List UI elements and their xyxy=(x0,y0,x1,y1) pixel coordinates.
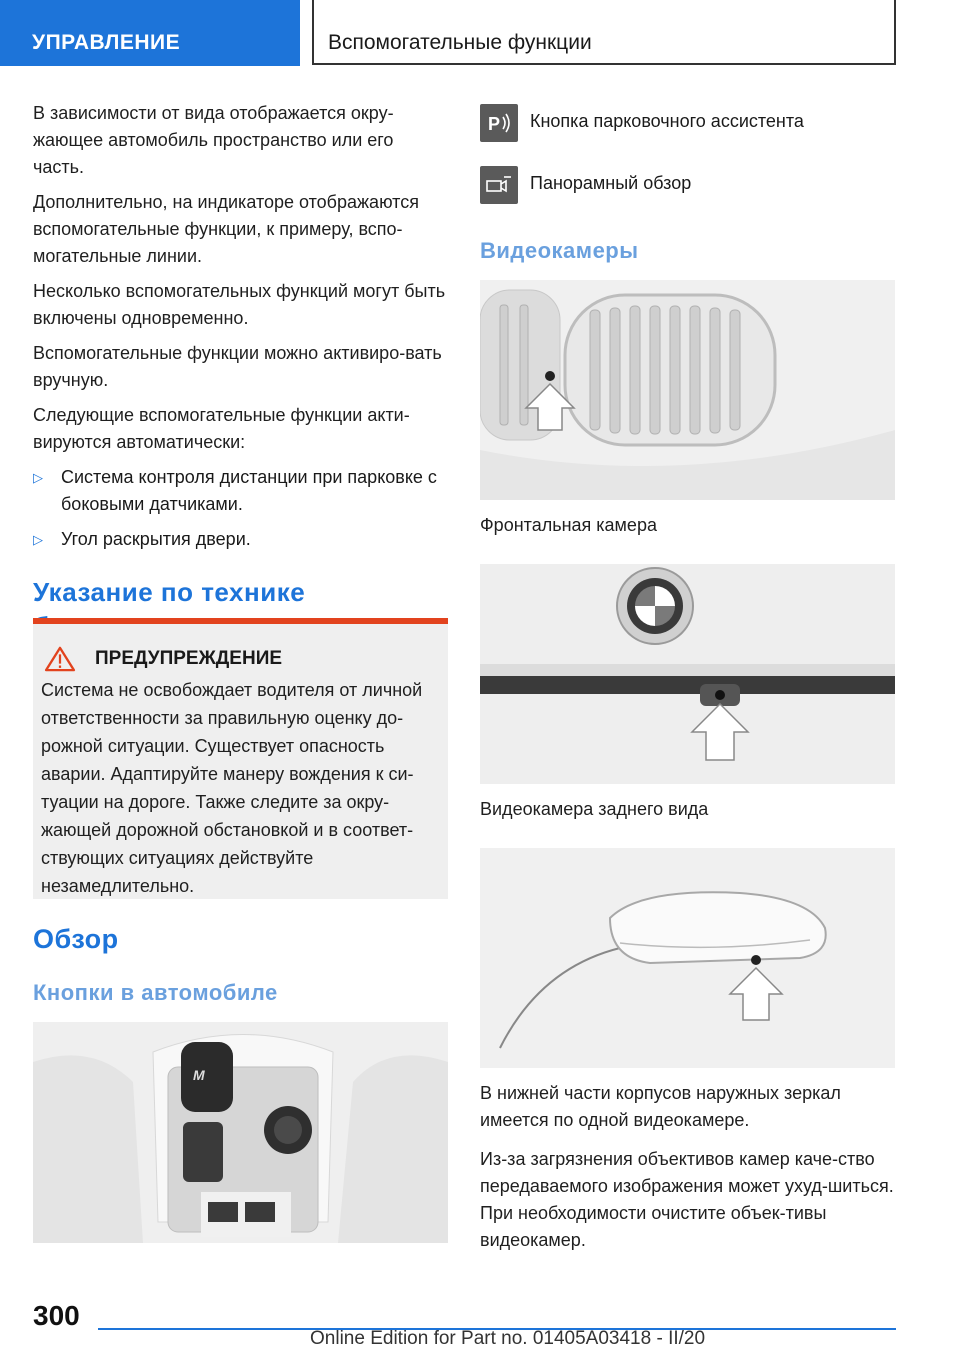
panorama-view-icon xyxy=(480,166,518,204)
panorama-view-row xyxy=(480,166,691,204)
warning-header xyxy=(41,646,440,672)
chapter-title: Вспомогательные функции xyxy=(312,0,896,65)
rear-camera-image xyxy=(480,564,895,784)
paragraph: Следующие вспомогательные функции акти-вируются автоматически: xyxy=(33,405,410,452)
center-console-illustration xyxy=(33,1022,448,1243)
paragraph: Дополнительно, на индикаторе отображаются вспомогательные функции, к примеру, вспо-могательные линии. xyxy=(33,192,419,266)
cameras-heading: Видеокамеры xyxy=(480,238,639,263)
page-number: 300 xyxy=(33,1300,80,1331)
front-camera-caption: Фронтальная камера xyxy=(480,515,657,535)
svg-text:P: P xyxy=(488,114,501,134)
rear-camera-caption: Видеокамера заднего вида xyxy=(480,799,709,819)
front-grille-illustration xyxy=(480,280,895,500)
mirror-camera-caption: В нижней части корпусов наружных зеркал имеется по одной видеокамере. xyxy=(480,1083,841,1130)
front-camera-image xyxy=(480,280,895,500)
rear-camera-illustration xyxy=(480,564,895,784)
footer-edition: Online Edition for Part no. 01405A03418 - II/20 xyxy=(310,1328,706,1349)
mirror-camera-image xyxy=(480,848,895,1068)
left-column xyxy=(33,100,448,643)
warning-triangle-icon xyxy=(43,646,77,672)
list-item xyxy=(33,526,448,553)
parking-assistant-label: Кнопка парковочного ассистента xyxy=(530,111,804,131)
paragraph: Несколько вспомогательных функций могут быть включены одновременно. xyxy=(33,281,446,328)
paragraph: В зависимости от вида отображается окру-жающее автомобиль пространство или его часть. xyxy=(33,103,394,177)
list-item-text: Угол раскрытия двери. xyxy=(61,529,251,549)
section-tab: УПРАВЛЕНИЕ xyxy=(0,0,300,66)
svg-text:M: M xyxy=(193,1067,205,1083)
buttons-heading: Кнопки в автомобиле xyxy=(33,980,278,1005)
bullet-triangle-icon: ▷ xyxy=(33,470,43,485)
list-item-text: Система контроля дистанции при парковке с боковыми датчиками. xyxy=(61,467,437,514)
warning-text: Система не освобождает водителя от личной ответственности за правильную оценку до-рожной ситуации. Существует опасность аварии. Адаптируйте манеру вождения к си-туации на дороге. Также следите за окру-жающей дорожной обстановкой и в соответ-ствующих ситуациях действуйте незамедлительно. xyxy=(41,680,423,896)
warning-box xyxy=(33,618,448,899)
safety-heading: Указание по технике xyxy=(33,577,306,607)
warning-title: ПРЕДУПРЕЖДЕНИЕ xyxy=(95,648,283,669)
paragraph: Вспомогательные функции можно активиро-вать вручную. xyxy=(33,343,442,390)
list-item xyxy=(33,464,448,518)
center-console-image xyxy=(33,1022,448,1243)
overview-heading: Обзор xyxy=(33,924,119,954)
mirror-camera-illustration xyxy=(480,848,895,1068)
parking-assistant-row xyxy=(480,104,804,142)
closing-paragraph: Из-за загрязнения объективов камер каче-ство передаваемого изображения может ухуд-шиться. При необходимости очистите объек-тивы видеокамер. xyxy=(480,1149,894,1250)
bullet-triangle-icon: ▷ xyxy=(33,532,43,547)
panorama-view-label: Панорамный обзор xyxy=(530,173,692,193)
parking-assistant-icon xyxy=(480,104,518,142)
